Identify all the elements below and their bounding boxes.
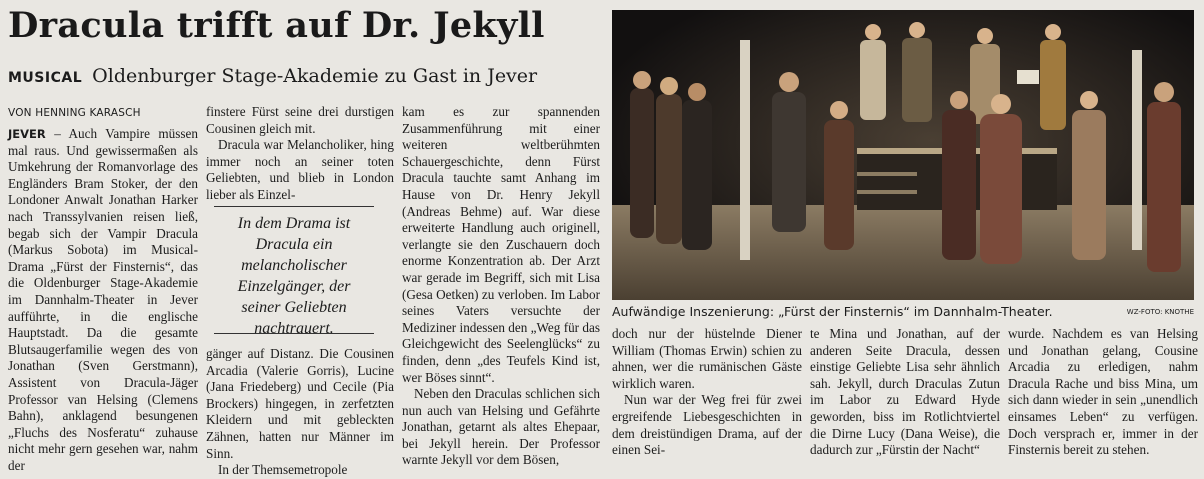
article-column-5 [810,326,1000,468]
stage-photo [612,10,1194,300]
article-column-1 [8,126,198,473]
dateline: JEVER [8,127,46,141]
article-column-6 [1008,326,1198,468]
column-paragraph [8,126,198,474]
column-paragraph: te Mina und Jonathan, auf der anderen Seite Dracula, dessen einstige Geliebte Lisa sehr ähnlich sah. Jekyll, durch Draculas Zutun im Labor zu Edward Hyde geworden, biss im Rotlichtviertel die Dirne Lucy (Dana Weise), die dadurch zur „Fürstin der Nacht“ [810,326,1000,458]
photo-credit: WZ-FOTO: KNOTHE [1126,308,1194,316]
column-paragraph: gänger auf Distanz. Die Cousinen Arcadia (Valerie Gorris), Lucine (Jana Friedeberg) und Cecile (Pia Brockers) hingegen, in zerfetzten Kleidern und mit gebleckten Zähnen, hatten nur Männer im Sinn. [206,346,394,461]
stage-photo-illustration [612,10,1194,300]
byline: VON HENNING KARASCH [8,107,141,119]
column-paragraph: doch nur der hüstelnde Diener William (Thomas Erwin) schien zu ahnen, wer die rumänischen Gäste wirklich waren. [612,326,802,391]
pull-quote: In dem Drama ist Dracula ein melancholischer Einzelgänger, der seiner Geliebten nachtrauert. [214,206,374,334]
article-column-3 [402,104,600,468]
column-paragraph: In der Themsemetropole [218,462,348,478]
column-paragraph: finstere Fürst seine drei durstigen Cousinen gleich mit. [206,104,394,136]
article-column-2-bottom [206,346,394,478]
subheadline: Oldenburger Stage-Akademie zu Gast in Jever [92,65,538,87]
kicker-label: MUSICAL [8,70,83,86]
column-paragraph: Neben den Draculas schlichen sich nun auch van Helsing und Gefährte Jonathan, getarnt als altes Ehepaar, bei Jekyll herein. Der Professor warnte Jekyll vor dem Bösen, [402,386,600,468]
article-column-2-top [206,104,394,200]
headline: Dracula trifft auf Dr. Jekyll [8,5,545,46]
subheadline-row [8,64,604,90]
column-paragraph: Nun war der Weg frei für zwei ergreifende Liebesgeschichten in dem dreistündigen Drama, auf der einen Sei- [612,392,802,458]
photo-caption: Aufwändige Inszenierung: „Fürst der Finsternis“ im Dannhalm-Theater. [612,304,1053,319]
column-text: – Auch Vampire müssen mal raus. Und gewissermaßen als Umkehrung der Romanvorlage des Engländers Bram Stoker, der den Londoner Anwalt Jonathan Harker nach Transsylvanien reisen ließ, begab sich der Vampir Dracula (Markus Sobota) im Musical-Drama „Fürst der Finsternis“, das die Oldenburger Stage-Akademie im Dannhalm-Theater in Jever aufführte, in die englische Hauptstadt. Da die gesamte Blutsaugerfamilie wegen des von Jonathan (Sven Gerstmann), Assistent von Dracula-Jäger Professor van Helsing (Clemens Bahn), anklagend besungenen „Fluchs des Nosferatu“ zuhause nicht mehr gern gesehen war, nahm der [8,126,198,473]
column-paragraph: Dracula war Melancholiker, hing immer noch an seiner toten Geliebten, und blieb in London lieber als Einzel- [206,137,394,202]
column-paragraph: wurde. Nachdem es van Helsing und Jonathan gelang, Cousine Arcadia zu erledigen, nahm Dracula Rache und biss Mina, um sich dann wieder in sein „unendlich einsames Leben“ zu verfügen. Doch versprach er, immer in der Finsternis bereit zu stehen. [1008,326,1198,458]
column-paragraph: kam es zur spannenden Zusammenführung mit einer weiteren weltberühmten Schauergeschichte, denn Fürst Dracula tauchte samt Anhang im Hause von Dr. Henry Jekyll (Andreas Behme) auf. War diese erweiterte Handlung auch originell, verlangte sie den Zuschauern doch enorme Konzentration ab. Der Arzt war gerade im Begriff, sich mit Lisa (Gesa Oetken) zu verloben. Im Labor seines Vaters versuchte der Mediziner indessen den „Weg für das Gleichgewicht des Seelenglücks“ zu finden, denn „des Teufels Kind ist, wer Böses sinnt“. [402,104,600,385]
article-column-4 [612,326,802,468]
